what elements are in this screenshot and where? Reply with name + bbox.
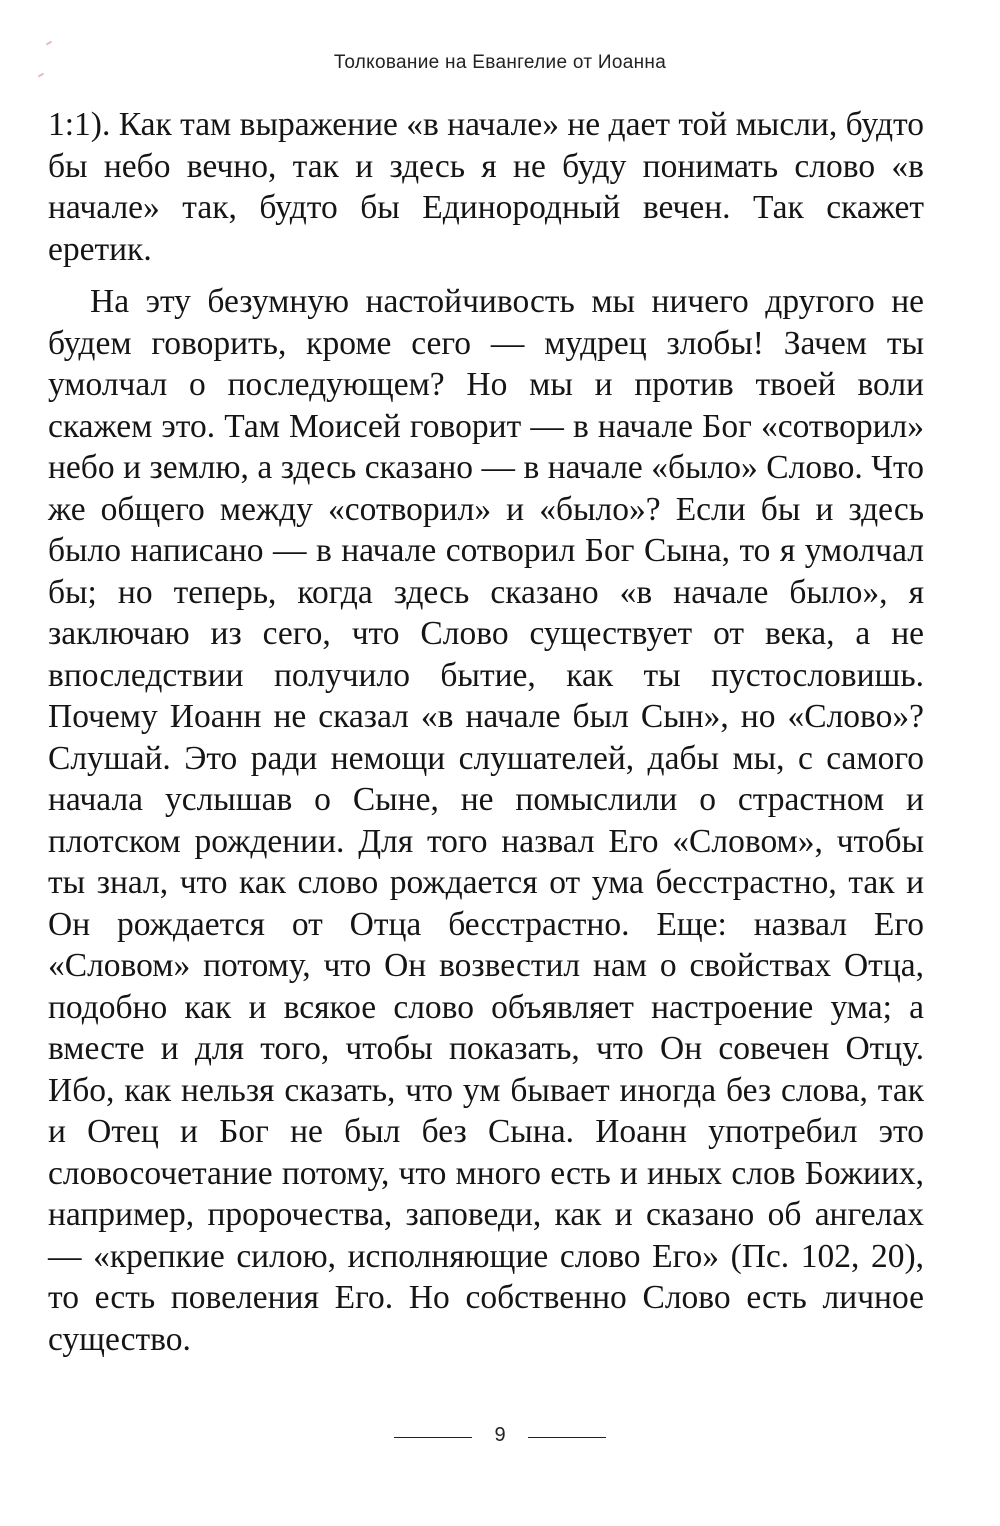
page-number-footer	[0, 1424, 1000, 1447]
print-speck	[46, 41, 52, 46]
running-header: Толкование на Евангелие от Иоанна	[333, 52, 667, 73]
main-text	[48, 104, 924, 1360]
paragraph-continuation: 1:1). Как там выражение «в начале» не дает той мысли, будто бы небо вечно, так и здесь я не буду понимать слово «в начале» так, будто бы Единородный вечен. Так скажет еретик.	[48, 106, 924, 268]
folio-rule-left	[394, 1437, 472, 1438]
paragraph: На эту безумную настойчивость мы ничего другого не будем говорить, кроме сего — мудрец злобы! Зачем ты умолчал о последующем? Но мы и против твоей воли скажем это. Там Моисей говорит — в начале Бог «сотворил» небо и землю, а здесь сказано — в начале «было» Слово. Что же общего между «сотворил» и «было»? Если бы и здесь было написано — в начале сотворил Бог Сына, то я умолчал бы; но теперь, когда здесь сказано «в начале было», я заключаю из сего, что Слово существует от века, а не впоследствии получило бытие, как ты пустословишь. Почему Иоанн не сказал «в начале был Сын», но «Слово»? Слушай. Это ради немощи слушателей, дабы мы, с самого начала услышав о Сыне, не помыслили о страстном и плотском рождении. Для того назвал Его «Словом», чтобы ты знал, что как слово рождается от ума бесстрастно, так и Он рождается от Отца бесстрастно. Еще: назвал Его «Словом» потому, что Он возвестил нам о свойствах Отца, подобно как и всякое слово объявляет настроение ума; а вместе и для того, чтобы показать, что Он совечен Отцу. Ибо, как нельзя сказать, что ум бывает иногда без слова, так и Отец и Бог не был без Сына. Иоанн употребил это словосочетание потому, что много есть и иных слов Божиих, например, пророчества, заповеди, как и сказано об ангелах — «крепкие силою, исполняющие слово Его» (Пс. 102, 20), то есть повеления Его. Но собственно Слово есть личное существо.	[48, 283, 924, 1358]
folio-rule-right	[528, 1437, 606, 1438]
page-number: 9	[494, 1424, 506, 1446]
